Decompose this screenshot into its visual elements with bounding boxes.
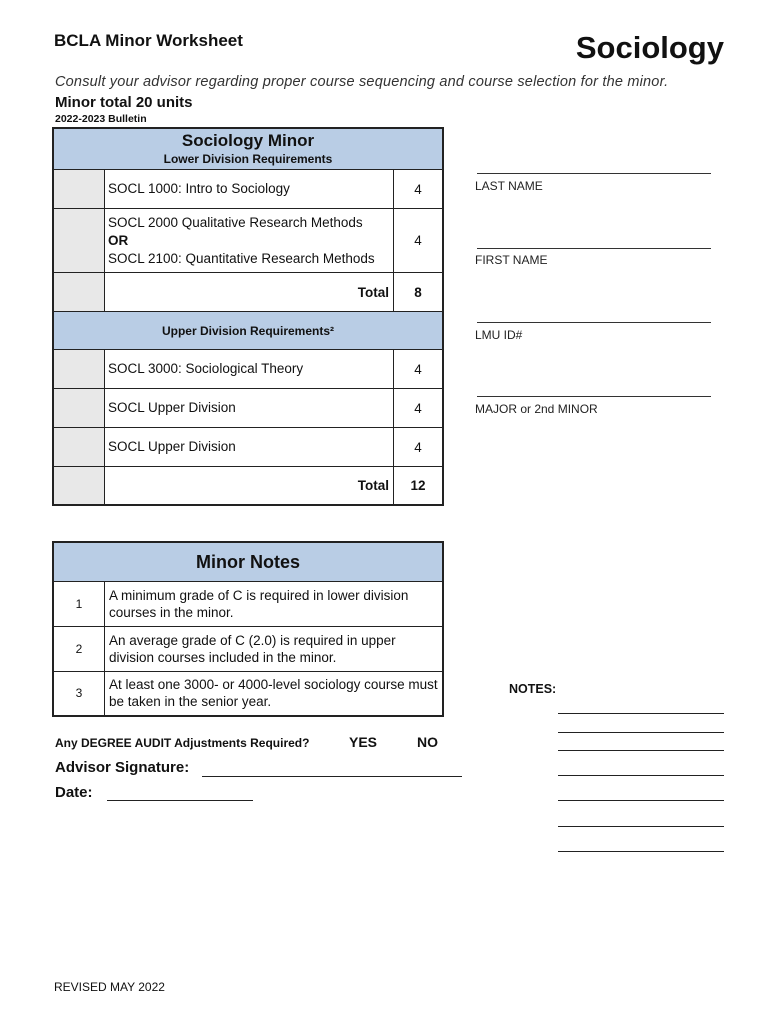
first-name-field[interactable] — [477, 248, 711, 249]
course-units: 4 — [394, 350, 444, 389]
upper-division-heading: Upper Division Requirements² — [53, 312, 443, 350]
list-item — [53, 582, 443, 627]
table-row — [53, 170, 443, 209]
course-units: 4 — [394, 170, 444, 209]
audit-no-option[interactable]: NO — [417, 734, 438, 750]
course-name-choice — [105, 209, 394, 273]
major-field[interactable] — [477, 396, 711, 397]
subject-title: Sociology — [575, 30, 724, 65]
course-checkbox[interactable] — [53, 389, 105, 428]
advisor-signature-label: Advisor Signature: — [55, 759, 190, 776]
first-name-label: FIRST NAME — [475, 253, 548, 267]
note-number: 1 — [53, 582, 105, 627]
minor-notes-title: Minor Notes — [53, 542, 443, 582]
course-name: SOCL 1000: Intro to Sociology — [105, 170, 394, 209]
lower-total-value: 8 — [394, 273, 444, 312]
course-units: 4 — [394, 389, 444, 428]
major-label: MAJOR or 2nd MINOR — [475, 402, 598, 416]
upper-total-row — [53, 467, 443, 505]
minor-total-units: Minor total 20 units — [55, 94, 193, 111]
requirements-title: Sociology Minor — [181, 131, 315, 150]
course-units: 4 — [394, 428, 444, 467]
empty-cell — [53, 273, 105, 312]
date-field[interactable] — [107, 800, 253, 801]
lower-division-heading: Lower Division Requirements — [163, 152, 333, 166]
or-label: OR — [108, 232, 129, 248]
note-text: An average grade of C (2.0) is required in upper division courses included in the minor. — [105, 627, 444, 672]
requirements-table — [52, 127, 444, 506]
course-name: SOCL Upper Division — [105, 428, 394, 467]
notes-line[interactable] — [558, 826, 724, 827]
course-name: SOCL Upper Division — [105, 389, 394, 428]
date-label: Date: — [55, 784, 93, 801]
empty-cell — [53, 467, 105, 505]
consult-note: Consult your advisor regarding proper course sequencing and course selection for the minor. — [55, 74, 669, 90]
notes-line[interactable] — [558, 713, 724, 714]
course-name: SOCL 3000: Sociological Theory — [105, 350, 394, 389]
lower-total-label: Total — [105, 273, 394, 312]
degree-audit-question: Any DEGREE AUDIT Adjustments Required? — [55, 736, 310, 750]
list-item — [53, 627, 443, 672]
advisor-signature-field[interactable] — [202, 776, 462, 777]
course-checkbox[interactable] — [53, 209, 105, 273]
revised-date: REVISED MAY 2022 — [54, 980, 165, 994]
notes-line[interactable] — [558, 775, 724, 776]
course-units: 4 — [394, 209, 444, 273]
last-name-field[interactable] — [477, 173, 711, 174]
note-text: At least one 3000- or 4000-level sociology course must be taken in the senior year. — [105, 672, 444, 716]
lower-total-row — [53, 273, 443, 312]
notes-line[interactable] — [558, 800, 724, 801]
table-row — [53, 428, 443, 467]
note-number: 3 — [53, 672, 105, 716]
notes-line[interactable] — [558, 732, 724, 733]
requirements-header — [53, 128, 443, 170]
lmu-id-field[interactable] — [477, 322, 711, 323]
notes-line[interactable] — [558, 750, 724, 751]
table-row — [53, 209, 443, 273]
notes-line[interactable] — [558, 851, 724, 852]
last-name-label: LAST NAME — [475, 179, 543, 193]
table-row — [53, 350, 443, 389]
audit-yes-option[interactable]: YES — [349, 734, 378, 750]
lmu-id-label: LMU ID# — [475, 328, 523, 342]
course-option-b: SOCL 2100: Quantitative Research Methods — [108, 250, 375, 266]
notes-label: NOTES: — [509, 682, 557, 696]
course-checkbox[interactable] — [53, 428, 105, 467]
note-number: 2 — [53, 627, 105, 672]
worksheet-title: BCLA Minor Worksheet — [54, 31, 243, 50]
table-row — [53, 389, 443, 428]
course-checkbox[interactable] — [53, 350, 105, 389]
bulletin-year: 2022-2023 Bulletin — [55, 113, 147, 125]
minor-notes-table — [52, 541, 444, 717]
upper-total-value: 12 — [394, 467, 444, 505]
course-option-a: SOCL 2000 Qualitative Research Methods — [108, 214, 363, 230]
list-item — [53, 672, 443, 716]
course-checkbox[interactable] — [53, 170, 105, 209]
note-text: A minimum grade of C is required in lower division courses in the minor. — [105, 582, 444, 627]
upper-total-label: Total — [105, 467, 394, 505]
